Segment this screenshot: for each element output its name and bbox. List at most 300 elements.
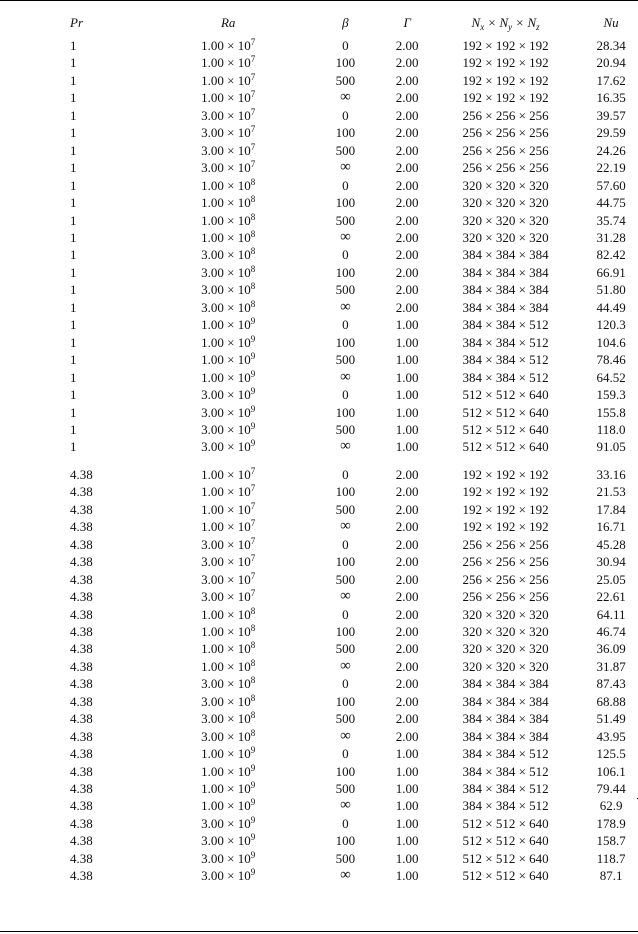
- cell-gamma: 2.00: [395, 658, 419, 674]
- cell-pr: 4.38: [70, 484, 93, 500]
- ra-exponent: 9: [250, 351, 256, 362]
- ra-exponent: 9: [250, 849, 256, 860]
- ra-times-ten: × 10: [227, 571, 251, 587]
- ra-exponent: 8: [250, 246, 256, 257]
- ra-mantissa: 1.00: [201, 501, 224, 517]
- ra-mantissa: 1.00: [201, 72, 224, 88]
- cell-gamma: 2.00: [395, 554, 419, 570]
- cell-pr: 4.38: [70, 641, 93, 657]
- cell-nu: 24.26: [596, 142, 626, 158]
- cell-nu: 91.05: [596, 439, 626, 455]
- cell-grid: 320 × 320 × 320: [462, 177, 549, 193]
- ra-times-ten: × 10: [227, 536, 251, 552]
- table-row: [0, 124, 638, 141]
- cell-beta: 0: [342, 247, 349, 263]
- cell-pr: 4.38: [70, 833, 93, 849]
- cell-pr: 4.38: [70, 606, 93, 622]
- cell-ra: [153, 421, 304, 438]
- cell-beta: 100: [335, 623, 356, 639]
- cell-grid: 256 × 256 × 256: [462, 589, 549, 605]
- ra-exponent: 7: [250, 106, 256, 117]
- cell-gamma: 2.00: [395, 264, 419, 280]
- header-gamma: Γ: [403, 15, 411, 30]
- cell-nu: 22.19: [596, 160, 626, 176]
- ra-exponent: 7: [250, 570, 256, 581]
- ra-mantissa: 3.00: [201, 554, 224, 570]
- ra-times-ten: × 10: [227, 177, 251, 193]
- cell-ra: [153, 640, 304, 657]
- cell-pr: 4.38: [70, 850, 93, 866]
- cell-pr: 4.38: [70, 728, 93, 744]
- table-row: [0, 334, 638, 351]
- cell-beta: 500: [335, 352, 356, 368]
- table-row: [0, 728, 638, 745]
- ra-mantissa: 1.00: [201, 195, 224, 211]
- cell-gamma: 2.00: [395, 606, 419, 622]
- cell-gamma: 2.00: [395, 282, 419, 298]
- cell-ra: [153, 124, 304, 141]
- ra-mantissa: 3.00: [201, 571, 224, 587]
- ra-times-ten: × 10: [227, 466, 251, 482]
- cell-beta: 0: [342, 606, 349, 622]
- cell-gamma: 1.00: [395, 352, 419, 368]
- cell-beta: 0: [342, 177, 349, 193]
- ra-mantissa: 1.00: [201, 177, 224, 193]
- cell-ra: [153, 763, 304, 780]
- table-row: [0, 606, 638, 623]
- ra-times-ten: × 10: [227, 746, 251, 762]
- cell-ra: [153, 369, 304, 386]
- cell-pr: 4.38: [70, 676, 93, 692]
- cell-beta: 0: [342, 536, 349, 552]
- cell-pr: 4.38: [70, 554, 93, 570]
- cell-ra: [153, 177, 304, 194]
- cell-beta: 500: [335, 781, 356, 797]
- cell-pr: 1: [70, 177, 77, 193]
- cell-gamma: 2.00: [395, 195, 419, 211]
- cell-nu: 17.62: [596, 72, 626, 88]
- ra-mantissa: 1.00: [201, 641, 224, 657]
- cell-ra: [153, 299, 304, 316]
- cell-gamma: 2.00: [395, 693, 419, 709]
- table-row: [0, 212, 638, 229]
- cell-pr: 4.38: [70, 746, 93, 762]
- table-row: [0, 264, 638, 281]
- cell-pr: 4.38: [70, 536, 93, 552]
- cell-nu: 178.9: [596, 815, 626, 831]
- cell-beta: 500: [335, 711, 356, 727]
- cell-ra: [153, 832, 304, 849]
- ra-times-ten: × 10: [227, 676, 251, 692]
- ra-mantissa: 3.00: [201, 815, 224, 831]
- cell-nu: 51.80: [596, 282, 626, 298]
- table-row: [0, 867, 638, 884]
- ra-mantissa: 1.00: [201, 466, 224, 482]
- ra-times-ten: × 10: [227, 554, 251, 570]
- cell-pr: 1: [70, 334, 77, 350]
- ra-times-ten: × 10: [227, 282, 251, 298]
- cell-pr: 1: [70, 421, 77, 437]
- cell-ra: [153, 867, 304, 884]
- cell-pr: 4.38: [70, 501, 93, 517]
- cell-ra: [153, 107, 304, 124]
- cell-beta: ∞: [340, 298, 351, 315]
- table-row: [0, 246, 638, 263]
- ra-exponent: 7: [250, 553, 256, 564]
- cell-beta: 100: [335, 693, 356, 709]
- cell-ra: [153, 553, 304, 570]
- cell-nu: 28.34: [596, 38, 626, 53]
- cell-grid: 256 × 256 × 256: [462, 571, 549, 587]
- cell-gamma: 2.00: [395, 589, 419, 605]
- ra-mantissa: 3.00: [201, 711, 224, 727]
- header-pr: Pr: [70, 15, 83, 30]
- ra-exponent: 8: [250, 727, 256, 738]
- cell-nu: 62.9: [599, 798, 623, 814]
- ra-mantissa: 1.00: [201, 352, 224, 368]
- cell-gamma: 2.00: [395, 728, 419, 744]
- header-ra: Ra: [220, 15, 236, 30]
- cell-ra: [153, 229, 304, 246]
- cell-ra: [153, 72, 304, 89]
- table-row: [0, 501, 638, 518]
- ra-exponent: 9: [250, 420, 256, 431]
- cell-beta: 100: [335, 833, 356, 849]
- ra-times-ten: × 10: [227, 369, 251, 385]
- ra-mantissa: 3.00: [201, 850, 224, 866]
- cell-grid: 384 × 384 × 384: [462, 693, 549, 709]
- table-row: [0, 588, 638, 605]
- ra-exponent: 8: [250, 176, 256, 187]
- cell-gamma: 2.00: [395, 160, 419, 176]
- cell-grid: 192 × 192 × 192: [462, 55, 549, 71]
- cell-beta: 0: [342, 676, 349, 692]
- ra-mantissa: 3.00: [201, 439, 224, 455]
- ra-exponent: 8: [250, 692, 256, 703]
- cell-beta: ∞: [340, 588, 351, 605]
- ra-exponent: 9: [250, 403, 256, 414]
- table-row: [0, 466, 638, 483]
- ra-exponent: 9: [250, 316, 256, 327]
- cell-ra: [153, 728, 304, 745]
- ra-mantissa: 3.00: [201, 421, 224, 437]
- ra-mantissa: 3.00: [201, 693, 224, 709]
- cell-nu: 21.53: [596, 484, 626, 500]
- group-gap-cell: [0, 456, 638, 466]
- cell-ra: [153, 404, 304, 421]
- table-row: [0, 159, 638, 176]
- cell-grid: 192 × 192 × 192: [462, 484, 549, 500]
- table-row: [0, 710, 638, 727]
- cell-beta: ∞: [340, 438, 351, 455]
- cell-nu: 79.44: [596, 781, 626, 797]
- ra-exponent: 7: [250, 54, 256, 65]
- top-rule: [0, 0, 638, 1]
- cell-pr: 4.38: [70, 781, 93, 797]
- cell-grid: 512 × 512 × 640: [462, 868, 549, 884]
- cell-nu: 39.57: [596, 107, 626, 123]
- cell-pr: 1: [70, 72, 77, 88]
- table-row: [0, 54, 638, 71]
- ra-times-ten: × 10: [227, 107, 251, 123]
- cell-pr: 4.38: [70, 571, 93, 587]
- cell-nu: 31.87: [596, 658, 626, 674]
- ra-exponent: 8: [250, 657, 256, 668]
- cell-nu: 25.05: [596, 571, 626, 587]
- cell-grid: 512 × 512 × 640: [462, 404, 549, 420]
- ra-times-ten: × 10: [227, 641, 251, 657]
- cell-ra: [153, 281, 304, 298]
- cell-beta: 100: [335, 334, 356, 350]
- ra-mantissa: 3.00: [201, 404, 224, 420]
- cell-nu: 29.59: [596, 125, 626, 141]
- cell-grid: 512 × 512 × 640: [462, 439, 549, 455]
- cell-nu: 20.94: [596, 55, 626, 71]
- cell-nu: 64.11: [596, 606, 626, 622]
- table-row: [0, 553, 638, 570]
- ra-times-ten: × 10: [227, 387, 251, 403]
- ra-times-ten: × 10: [227, 421, 251, 437]
- cell-pr: 1: [70, 264, 77, 280]
- cell-grid: 192 × 192 × 192: [462, 466, 549, 482]
- cell-nu: 43.95: [596, 728, 626, 744]
- cell-gamma: 1.00: [395, 369, 419, 385]
- cell-beta: 0: [342, 746, 349, 762]
- cell-grid: 384 × 384 × 384: [462, 299, 549, 315]
- cell-gamma: 2.00: [395, 229, 419, 245]
- cell-gamma: 2.00: [395, 72, 419, 88]
- cell-beta: ∞: [340, 727, 351, 744]
- cell-pr: 1: [70, 369, 77, 385]
- ra-exponent: 9: [250, 386, 256, 397]
- ra-exponent: 9: [250, 333, 256, 344]
- cell-beta: ∞: [340, 159, 351, 176]
- cell-beta: 100: [335, 55, 356, 71]
- cell-beta: 100: [335, 195, 356, 211]
- cell-pr: 1: [70, 317, 77, 333]
- cell-gamma: 1.00: [395, 387, 419, 403]
- cell-grid: 512 × 512 × 640: [462, 387, 549, 403]
- ra-exponent: 8: [250, 640, 256, 651]
- table-row: [0, 37, 638, 54]
- ra-mantissa: 1.00: [201, 55, 224, 71]
- ra-exponent: 8: [250, 298, 256, 309]
- cell-ra: [153, 693, 304, 710]
- cell-ra: [153, 334, 304, 351]
- cell-gamma: 1.00: [395, 439, 419, 455]
- table-row: [0, 72, 638, 89]
- cell-beta: ∞: [340, 228, 351, 245]
- ra-mantissa: 3.00: [201, 247, 224, 263]
- cell-gamma: 2.00: [395, 571, 419, 587]
- cell-grid: 384 × 384 × 512: [462, 369, 549, 385]
- ra-mantissa: 1.00: [201, 90, 224, 106]
- header-nu: Nu: [603, 15, 619, 30]
- cell-ra: [153, 606, 304, 623]
- table-row: [0, 369, 638, 386]
- cell-ra: [153, 536, 304, 553]
- cell-ra: [153, 483, 304, 500]
- cell-nu: 87.43: [596, 676, 626, 692]
- cell-nu: 57.60: [596, 177, 626, 193]
- cell-grid: 256 × 256 × 256: [462, 554, 549, 570]
- ra-mantissa: 3.00: [201, 125, 224, 141]
- cell-nu: 16.71: [596, 519, 626, 535]
- ra-times-ten: × 10: [227, 195, 251, 211]
- cell-beta: 500: [335, 282, 356, 298]
- table-row: [0, 107, 638, 124]
- ra-times-ten: × 10: [227, 439, 251, 455]
- ra-times-ten: × 10: [227, 589, 251, 605]
- cell-gamma: 1.00: [395, 781, 419, 797]
- ra-mantissa: 1.00: [201, 606, 224, 622]
- cell-gamma: 2.00: [395, 299, 419, 315]
- cell-beta: 500: [335, 421, 356, 437]
- cell-ra: [153, 351, 304, 368]
- cell-gamma: 2.00: [395, 142, 419, 158]
- ra-mantissa: 3.00: [201, 264, 224, 280]
- table-row: [0, 850, 638, 867]
- bottom-rule: [0, 931, 638, 932]
- cell-grid: 384 × 384 × 384: [462, 676, 549, 692]
- cell-nu: 104.6: [596, 334, 626, 350]
- cell-pr: 4.38: [70, 815, 93, 831]
- cell-grid: 512 × 512 × 640: [462, 833, 549, 849]
- ra-times-ten: × 10: [227, 501, 251, 517]
- ra-mantissa: 3.00: [201, 536, 224, 552]
- cell-ra: [153, 194, 304, 211]
- cell-gamma: 1.00: [395, 868, 419, 884]
- cell-gamma: 2.00: [395, 623, 419, 639]
- cell-beta: 0: [342, 466, 349, 482]
- ra-exponent: 9: [250, 368, 256, 379]
- cell-beta: 500: [335, 571, 356, 587]
- group-separator: [0, 456, 638, 466]
- ra-mantissa: 1.00: [201, 38, 224, 53]
- cell-gamma: 1.00: [395, 746, 419, 762]
- ra-mantissa: 1.00: [201, 798, 224, 814]
- cell-beta: 500: [335, 212, 356, 228]
- ra-exponent: 8: [250, 622, 256, 633]
- cell-pr: 1: [70, 352, 77, 368]
- cell-nu: 33.16: [596, 466, 626, 482]
- header-beta: β: [342, 15, 349, 30]
- ra-times-ten: × 10: [227, 299, 251, 315]
- cell-pr: 1: [70, 229, 77, 245]
- cell-gamma: 2.00: [395, 212, 419, 228]
- ra-times-ten: × 10: [227, 711, 251, 727]
- ra-exponent: 9: [250, 814, 256, 825]
- ra-mantissa: 1.00: [201, 746, 224, 762]
- table-row: [0, 386, 638, 403]
- cell-nu: 159.3: [596, 387, 626, 403]
- cell-beta: 0: [342, 107, 349, 123]
- ra-times-ten: × 10: [227, 693, 251, 709]
- cell-nu: 155.8: [596, 404, 626, 420]
- cell-grid: 192 × 192 × 192: [462, 72, 549, 88]
- cell-pr: 1: [70, 212, 77, 228]
- ra-times-ten: × 10: [227, 404, 251, 420]
- cell-pr: 1: [70, 142, 77, 158]
- header-grid-resolution: $N_x \times N_y \times N_z$: [471, 15, 540, 32]
- ra-exponent: 7: [250, 483, 256, 494]
- cell-pr: 4.38: [70, 711, 93, 727]
- cell-gamma: 2.00: [395, 55, 419, 71]
- table-row: [0, 797, 638, 814]
- cell-pr: 1: [70, 107, 77, 123]
- table-row: [0, 351, 638, 368]
- cell-beta: 100: [335, 125, 356, 141]
- table-row: [0, 142, 638, 159]
- ra-mantissa: 3.00: [201, 728, 224, 744]
- cell-beta: 500: [335, 641, 356, 657]
- ra-times-ten: × 10: [227, 229, 251, 245]
- table-row: [0, 640, 638, 657]
- cell-nu: 64.52: [596, 369, 626, 385]
- table-row: [0, 421, 638, 438]
- cell-nu: 78.46: [596, 352, 626, 368]
- cell-nu: 17.84: [596, 501, 626, 517]
- cell-grid: 384 × 384 × 512: [462, 798, 549, 814]
- cell-pr: 4.38: [70, 763, 93, 779]
- ra-exponent: 7: [250, 37, 256, 47]
- ra-exponent: 7: [250, 159, 256, 170]
- cell-grid: 192 × 192 × 192: [462, 38, 549, 53]
- ra-exponent: 7: [250, 89, 256, 100]
- cell-grid: 384 × 384 × 512: [462, 352, 549, 368]
- cell-ra: [153, 518, 304, 535]
- ra-exponent: 8: [250, 228, 256, 239]
- table-row: [0, 536, 638, 553]
- cell-pr: 1: [70, 282, 77, 298]
- cell-pr: 1: [70, 195, 77, 211]
- cell-grid: 384 × 384 × 384: [462, 728, 549, 744]
- cell-pr: 1: [70, 247, 77, 263]
- cell-beta: ∞: [340, 368, 351, 385]
- table-row: [0, 177, 638, 194]
- table-row: [0, 281, 638, 298]
- ra-mantissa: 1.00: [201, 317, 224, 333]
- cell-gamma: 2.00: [395, 519, 419, 535]
- table-row: [0, 780, 638, 797]
- cell-ra: [153, 264, 304, 281]
- cell-ra: [153, 623, 304, 640]
- cell-pr: 1: [70, 38, 77, 53]
- ra-times-ten: × 10: [227, 728, 251, 744]
- cell-beta: 500: [335, 850, 356, 866]
- cell-beta: 500: [335, 501, 356, 517]
- cell-grid: 320 × 320 × 320: [462, 606, 549, 622]
- cell-gamma: 1.00: [395, 404, 419, 420]
- cell-gamma: 1.00: [395, 421, 419, 437]
- ra-mantissa: 1.00: [201, 519, 224, 535]
- ra-times-ten: × 10: [227, 334, 251, 350]
- ra-mantissa: 1.00: [201, 212, 224, 228]
- ra-mantissa: 3.00: [201, 833, 224, 849]
- ra-times-ten: × 10: [227, 519, 251, 535]
- cell-pr: 1: [70, 160, 77, 176]
- ra-times-ten: × 10: [227, 833, 251, 849]
- cell-ra: [153, 246, 304, 263]
- ra-exponent: 8: [250, 605, 256, 616]
- cell-beta: ∞: [340, 518, 351, 535]
- cell-ra: [153, 466, 304, 483]
- ra-exponent: 7: [250, 71, 256, 82]
- ra-exponent: 8: [250, 675, 256, 686]
- cell-nu: 30.94: [596, 554, 626, 570]
- cell-nu: 46.74: [596, 623, 626, 639]
- cell-beta: 0: [342, 815, 349, 831]
